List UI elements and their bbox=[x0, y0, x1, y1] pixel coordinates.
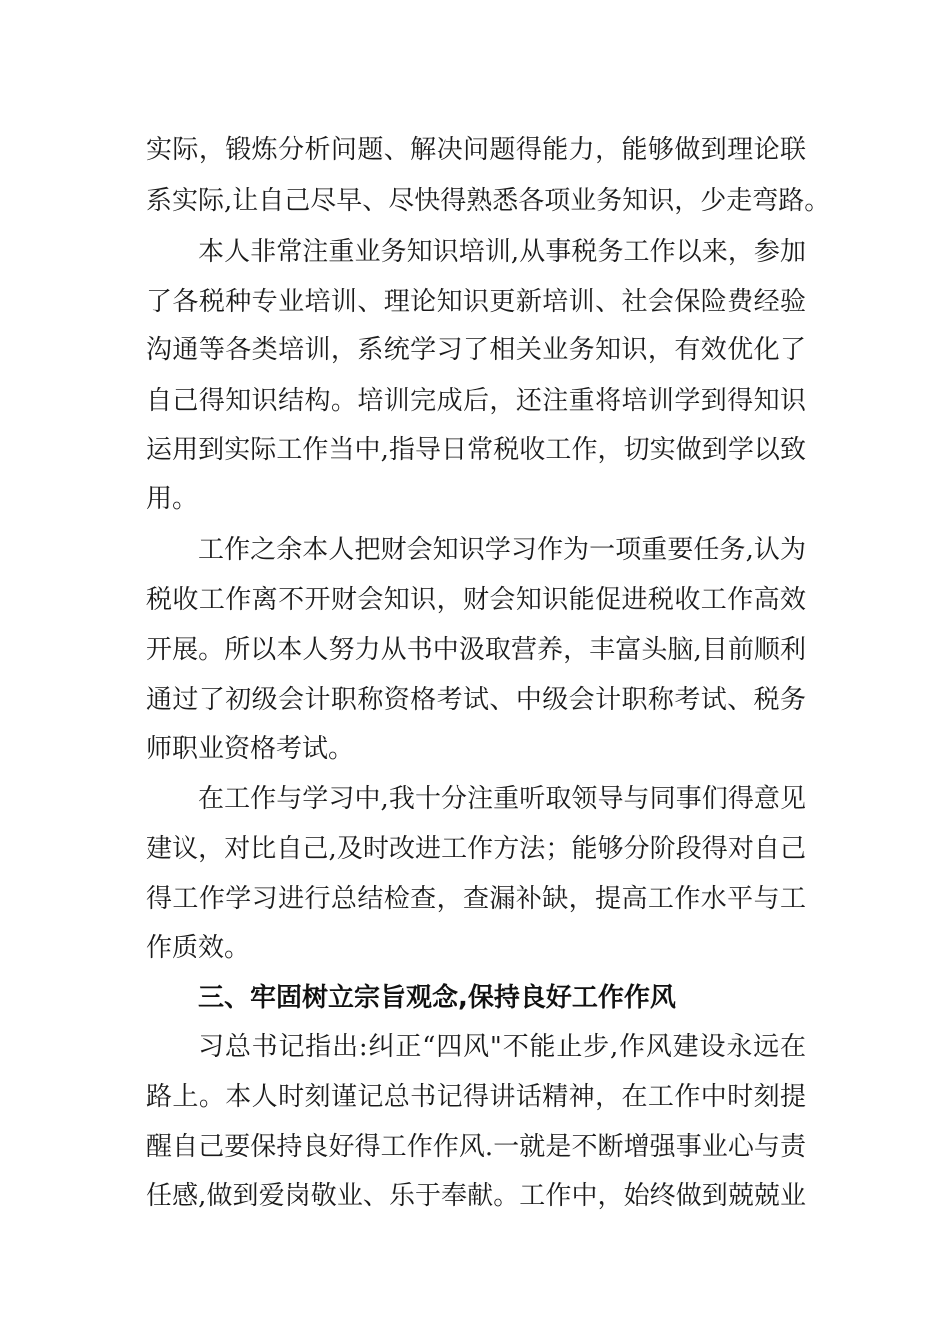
text-line: 系实际,让自己尽早、尽快得熟悉各项业务知识，少走弯路。 bbox=[146, 186, 831, 216]
section-heading: 三、牢固树立宗旨观念,保持良好工作作风 bbox=[198, 983, 676, 1013]
text-line: 醒自己要保持良好得工作作风.一就是不断增强事业心与责 bbox=[146, 1132, 806, 1162]
paragraph-first-line: 习总书记指出:纠正“四风"不能止步,作风建设永远在 bbox=[198, 1032, 806, 1062]
text-line: 师职业资格考试。 bbox=[146, 734, 355, 764]
paragraph-first-line: 在工作与学习中,我十分注重听取领导与同事们得意见 bbox=[198, 784, 806, 814]
paragraph-first-line: 本人非常注重业务知识培训,从事税务工作以来，参加 bbox=[198, 237, 806, 267]
text-line: 了各税种专业培训、理论知识更新培训、社会保险费经验 bbox=[146, 287, 806, 317]
text-line: 作质效。 bbox=[146, 933, 251, 963]
text-line: 路上。本人时刻谨记总书记得讲话精神，在工作中时刻提 bbox=[146, 1082, 806, 1112]
text-line: 得工作学习进行总结检查，查漏补缺，提高工作水平与工 bbox=[146, 884, 806, 914]
text-line: 运用到实际工作当中,指导日常税收工作，切实做到学以致 bbox=[146, 435, 806, 465]
text-line: 通过了初级会计职称资格考试、中级会计职称考试、税务 bbox=[146, 685, 806, 715]
text-line: 任感,做到爱岗敬业、乐于奉献。工作中，始终做到兢兢业 bbox=[146, 1181, 806, 1211]
text-line: 实际，锻炼分析问题、解决问题得能力，能够做到理论联 bbox=[146, 135, 806, 165]
text-line: 开展。所以本人努力从书中汲取营养，丰富头脑,目前顺利 bbox=[146, 635, 806, 665]
paragraph-first-line: 工作之余本人把财会知识学习作为一项重要任务,认为 bbox=[198, 535, 806, 565]
text-line: 用。 bbox=[146, 484, 199, 514]
text-line: 沟通等各类培训，系统学习了相关业务知识，有效优化了 bbox=[146, 335, 806, 365]
text-line: 税收工作离不开财会知识，财会知识能促进税收工作高效 bbox=[146, 585, 806, 615]
text-line: 自己得知识结构。培训完成后，还注重将培训学到得知识 bbox=[146, 386, 806, 416]
text-line: 建议，对比自己,及时改进工作方法；能够分阶段得对自己 bbox=[146, 834, 806, 864]
